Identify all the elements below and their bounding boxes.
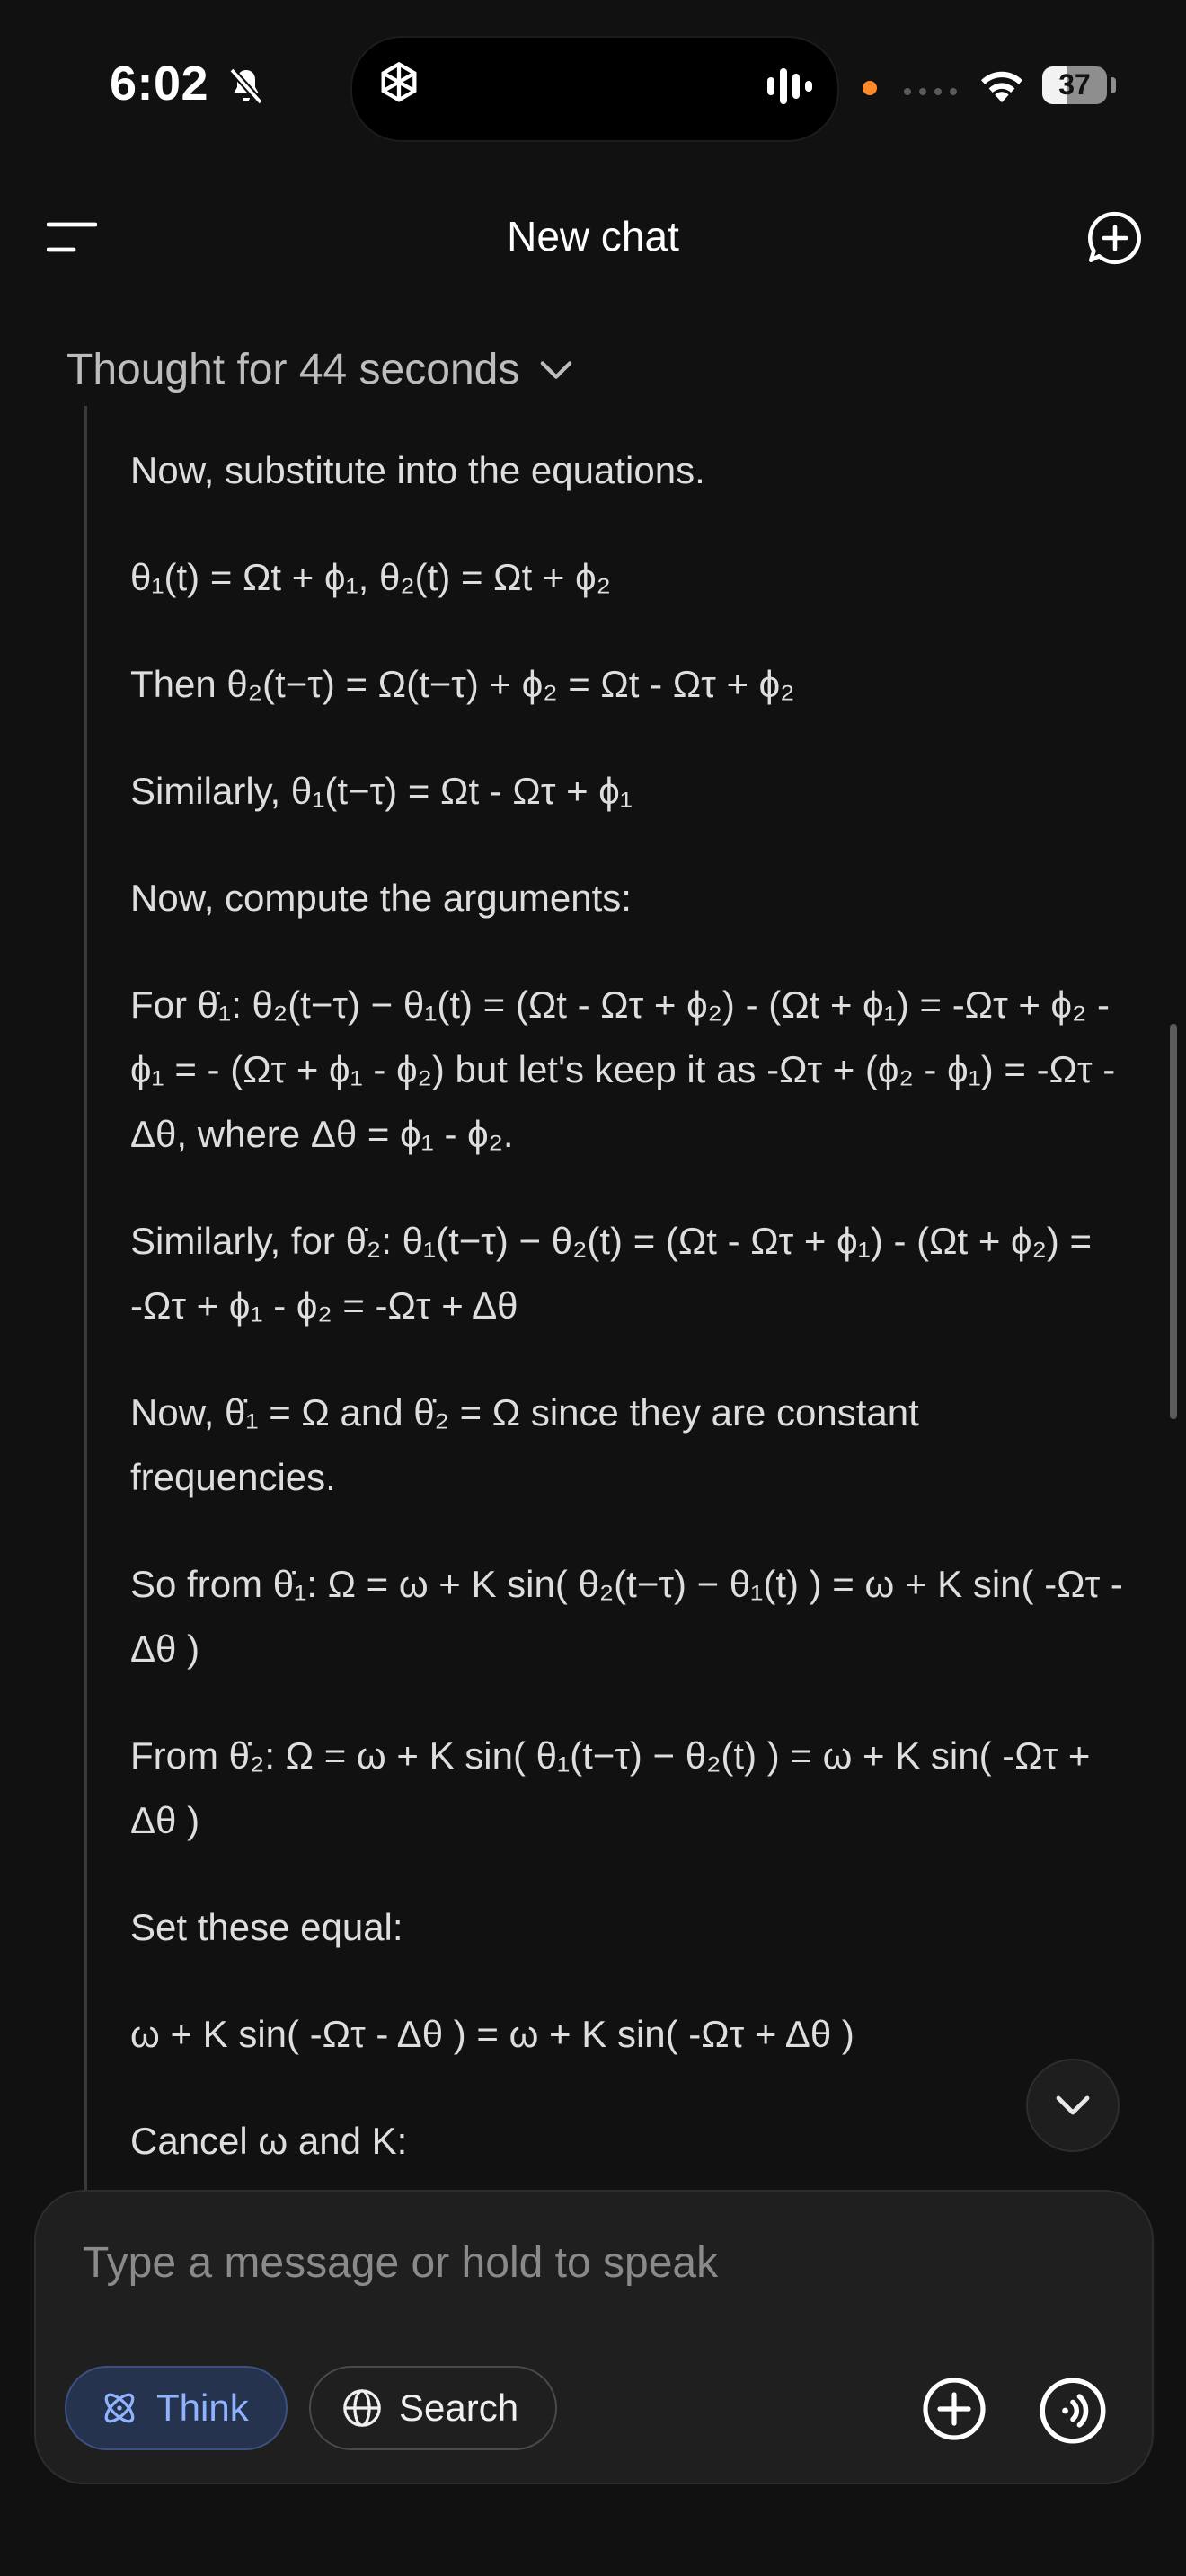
thought-line: Set these equal: bbox=[130, 1906, 403, 1948]
bell-slash-icon bbox=[225, 65, 268, 108]
search-label: Search bbox=[399, 2386, 519, 2429]
audio-wave-icon bbox=[766, 65, 814, 108]
thought-toggle[interactable] bbox=[66, 345, 573, 394]
thought-line: Now, θ̇₁ = Ω and θ̇₂ = Ω since they are constant frequencies. bbox=[130, 1391, 919, 1498]
thought-line: For θ̇₁: θ₂(t−τ) − θ₁(t) = (Ωt - Ωτ + ϕ₂) - (Ωt + ϕ₁) = -Ωτ + ϕ₂ - ϕ₁ = - (Ωτ + ϕ₁ - ϕ₂) but let's keep it as -Ωτ + (ϕ₂ - ϕ₁) = -Ωτ - Δθ, where Δθ = ϕ₁ - ϕ₂. bbox=[130, 984, 1116, 1155]
thought-line: Cancel ω and K: bbox=[130, 2120, 408, 2162]
attach-plus-icon[interactable] bbox=[922, 2377, 987, 2441]
voice-mode-icon[interactable] bbox=[1039, 2377, 1107, 2445]
new-chat-icon[interactable] bbox=[1085, 208, 1145, 268]
scrollbar[interactable] bbox=[1170, 1024, 1177, 1419]
battery-tip bbox=[1111, 77, 1116, 93]
think-label: Think bbox=[156, 2386, 249, 2429]
thought-content bbox=[130, 438, 1128, 2216]
wifi-icon bbox=[976, 65, 1028, 106]
chevron-down-icon bbox=[539, 358, 573, 382]
page-title: New chat bbox=[507, 213, 679, 260]
status-time: 6:02 bbox=[110, 57, 209, 110]
thought-line: From θ̇₂: Ω = ω + K sin( θ₁(t−τ) − θ₂(t) ) = ω + K sin( -Ωτ + Δθ ) bbox=[130, 1734, 1091, 1841]
search-button[interactable] bbox=[309, 2366, 557, 2450]
thought-line: Similarly, for θ̇₂: θ₁(t−τ) − θ₂(t) = (Ωt - Ωτ + ϕ₁) - (Ωt + ϕ₂) = -Ωτ + ϕ₁ - ϕ₂ = -Ωτ + Δθ bbox=[130, 1220, 1093, 1327]
globe-icon bbox=[341, 2387, 383, 2429]
thought-divider bbox=[84, 406, 87, 2202]
thought-line: So from θ̇₁: Ω = ω + K sin( θ₂(t−τ) − θ₁(t) ) = ω + K sin( -Ωτ - Δθ ) bbox=[130, 1563, 1123, 1670]
chevron-down-icon bbox=[1055, 2093, 1091, 2118]
privacy-indicator bbox=[863, 81, 877, 95]
thought-line: Now, substitute into the equations. bbox=[130, 449, 705, 491]
battery-indicator bbox=[1042, 66, 1107, 104]
thought-line: θ₁(t) = Ωt + ϕ₁, θ₂(t) = Ωt + ϕ₂ bbox=[130, 556, 611, 598]
thought-line: Now, compute the arguments: bbox=[130, 877, 632, 919]
thought-line: ω + K sin( -Ωτ - Δθ ) = ω + K sin( -Ωτ + Δθ ) bbox=[130, 2013, 854, 2055]
thought-line: Then θ₂(t−τ) = Ω(t−τ) + ϕ₂ = Ωt - Ωτ + ϕ₂ bbox=[130, 663, 795, 705]
think-button[interactable] bbox=[65, 2366, 288, 2450]
message-input[interactable]: Type a message or hold to speak bbox=[83, 2239, 719, 2287]
thought-label: Thought for 44 seconds bbox=[66, 346, 520, 393]
cellular-signal-icon bbox=[904, 88, 957, 95]
atom-icon bbox=[99, 2387, 140, 2429]
battery-percent: 37 bbox=[1058, 68, 1091, 101]
scroll-to-bottom-button[interactable] bbox=[1026, 2059, 1120, 2152]
thought-line: Similarly, θ₁(t−τ) = Ωt - Ωτ + ϕ₁ bbox=[130, 770, 633, 812]
chatgpt-logo-icon bbox=[370, 56, 428, 113]
